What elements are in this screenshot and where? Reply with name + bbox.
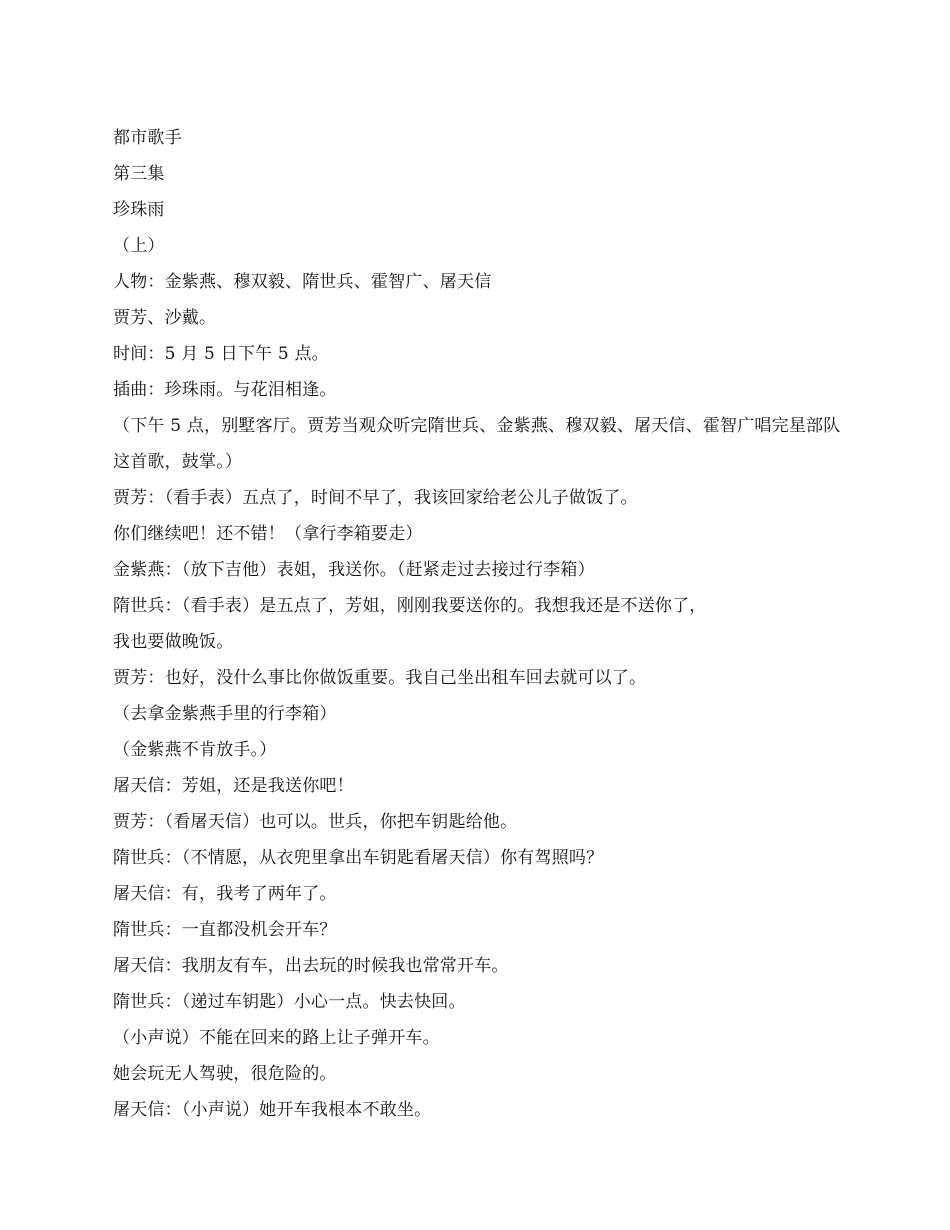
dialogue-line: 你们继续吧！还不错！（拿行李箱要走） xyxy=(113,524,423,544)
dialogue-line: 隋世兵：（递过车钥匙）小心一点。快去快回。 xyxy=(113,992,466,1012)
stage-direction: （金紫燕不肯放手。） xyxy=(113,740,277,760)
dialogue-line: 隋世兵：（不情愿，从衣兜里拿出车钥匙看屠天信）你有驾照吗？ xyxy=(113,848,604,868)
dialogue-line: 屠天信：有，我考了两年了。 xyxy=(113,884,337,904)
dialogue-line: 屠天信：我朋友有车，出去玩的时候我也常常开车。 xyxy=(113,956,509,976)
dialogue-line: 贾芳：也好，没什么事比你做饭重要。我自己坐出租车回去就可以了。 xyxy=(113,668,647,688)
dialogue-line: 隋世兵：（看手表）是五点了，芳姐，刚刚我要送你的。我想我还是不送你了， xyxy=(113,596,707,616)
dialogue-line: （小声说）不能在回来的路上让子弹开车。 xyxy=(113,1028,440,1048)
script-body xyxy=(113,120,853,1128)
dialogue-line: 金紫燕：（放下吉他）表姐，我送你。（赶紧走过去接过行李箱） xyxy=(113,560,595,580)
stage-direction: （去拿金紫燕手里的行李箱） xyxy=(113,704,337,724)
song-line: 插曲：珍珠雨。与花泪相逢。 xyxy=(113,380,337,400)
dialogue-line: 隋世兵：一直都没机会开车？ xyxy=(113,920,337,940)
dialogue-line: 屠天信：（小声说）她开车我根本不敢坐。 xyxy=(113,1100,432,1120)
dialogue-line: 贾芳：（看屠天信）也可以。世兵，你把车钥匙给他。 xyxy=(113,812,518,832)
part-label: （上） xyxy=(113,236,165,256)
chapter-title: 珍珠雨 xyxy=(113,200,165,220)
stage-direction: （下午 5 点，别墅客厅。贾芳当观众听完隋世兵、金紫燕、穆双毅、屠天信、霍智广唱完星部队这首歌，鼓掌。） xyxy=(113,416,841,472)
time-line: 时间：5 月 5 日下午 5 点。 xyxy=(113,344,329,364)
characters-line-cont: 贾芳、沙戴。 xyxy=(113,308,217,328)
episode-title: 第三集 xyxy=(113,164,165,184)
series-title: 都市歌手 xyxy=(113,128,182,148)
dialogue-line: 屠天信：芳姐，还是我送你吧！ xyxy=(113,776,354,796)
dialogue-line: 贾芳：（看手表）五点了，时间不早了，我该回家给老公儿子做饭了。 xyxy=(113,488,638,508)
dialogue-line: 我也要做晚饭。 xyxy=(113,632,234,652)
dialogue-line: 她会玩无人驾驶，很危险的。 xyxy=(113,1064,337,1084)
characters-line: 人物：金紫燕、穆双毅、隋世兵、霍智广、屠天信 xyxy=(113,272,492,292)
